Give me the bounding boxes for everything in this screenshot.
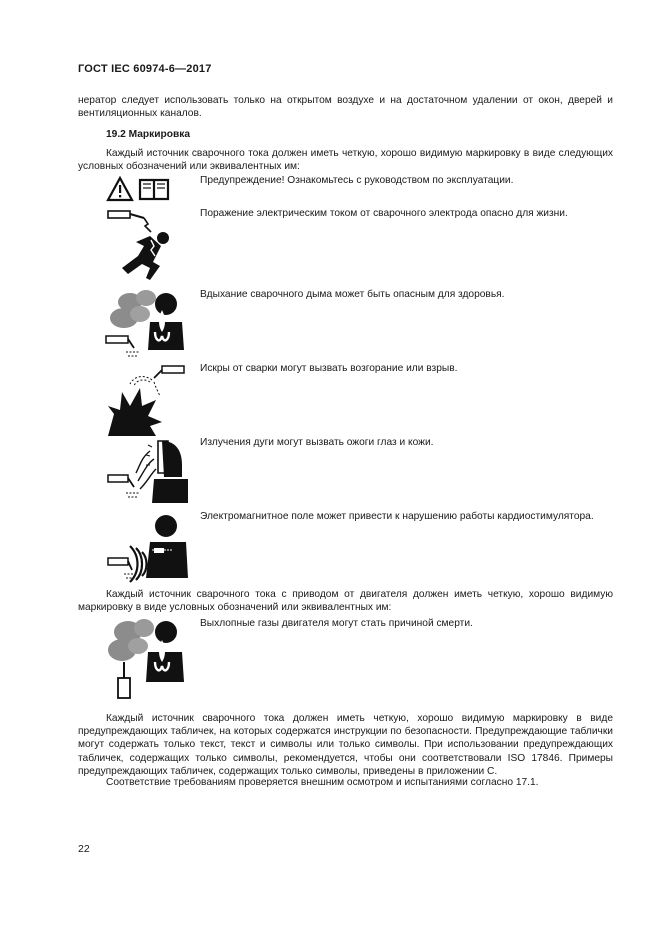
caption-welding-fumes: Вдыхание сварочного дыма может быть опасным для здоровья. — [200, 289, 505, 300]
sparks-explosion-icon — [106, 364, 186, 438]
paragraph-4: Соответствие требованиям проверяется внешним осмотром и испытаниями согласно 17.1. — [106, 777, 539, 788]
arc-radiation-icon — [106, 437, 188, 505]
caption-emf: Электромагнитное поле может привести к нарушению работы кардиостимулятора. — [200, 511, 594, 522]
welding-fumes-icon — [100, 288, 186, 362]
caption-arc-radiation: Излучения дуги могут вызвать ожоги глаз и кожи. — [200, 437, 434, 448]
caption-electric-shock: Поражение электрическим током от сварочного электрода опасно для жизни. — [200, 208, 568, 219]
paragraph-3: Каждый источник сварочного тока должен иметь четкую, хорошо видимую маркировку в виде предупреждающих табличек, на которых содержатся инструкции по безопасности. Предупреждающие таблички могут содержать только текст, текст и символы или только символы. При использовании предупреждающих табличек, содержащих только символы, рекомендуется, чтобы они соответствовали ISO 17846. Примеры предупреждающих табличек, содержащих только символы, приведены в приложении С. — [78, 713, 613, 777]
section-title: 19.2 Маркировка — [106, 129, 190, 140]
warning-manual-icon — [106, 176, 172, 202]
page-number: 22 — [78, 843, 90, 855]
engine-exhaust-icon — [106, 616, 188, 702]
paragraph-2: Каждый источник сварочного тока с приводом от двигателя должен иметь четкую, хорошо видимую маркировку в виде условных обозначений или эквивалентных им: — [78, 589, 613, 614]
caption-warning-manual: Предупреждение! Ознакомьтесь с руководством по эксплуатации. — [200, 175, 514, 186]
document-code: ГОСТ IEC 60974-6—2017 — [78, 63, 212, 75]
emf-pacemaker-icon — [106, 512, 190, 584]
caption-engine-exhaust: Выхлопные газы двигателя могут стать причиной смерти. — [200, 618, 473, 629]
intro-text: нератор следует использовать только на открытом воздухе и на достаточном удалении от окон, дверей и вентиляционных каналов. — [78, 95, 613, 120]
caption-sparks: Искры от сварки могут вызвать возгорание или взрыв. — [200, 363, 458, 374]
electric-shock-icon — [106, 208, 174, 286]
paragraph-1: Каждый источник сварочного тока должен иметь четкую, хорошо видимую маркировку в виде следующих условных обозначений или эквивалентных им: — [78, 148, 613, 173]
